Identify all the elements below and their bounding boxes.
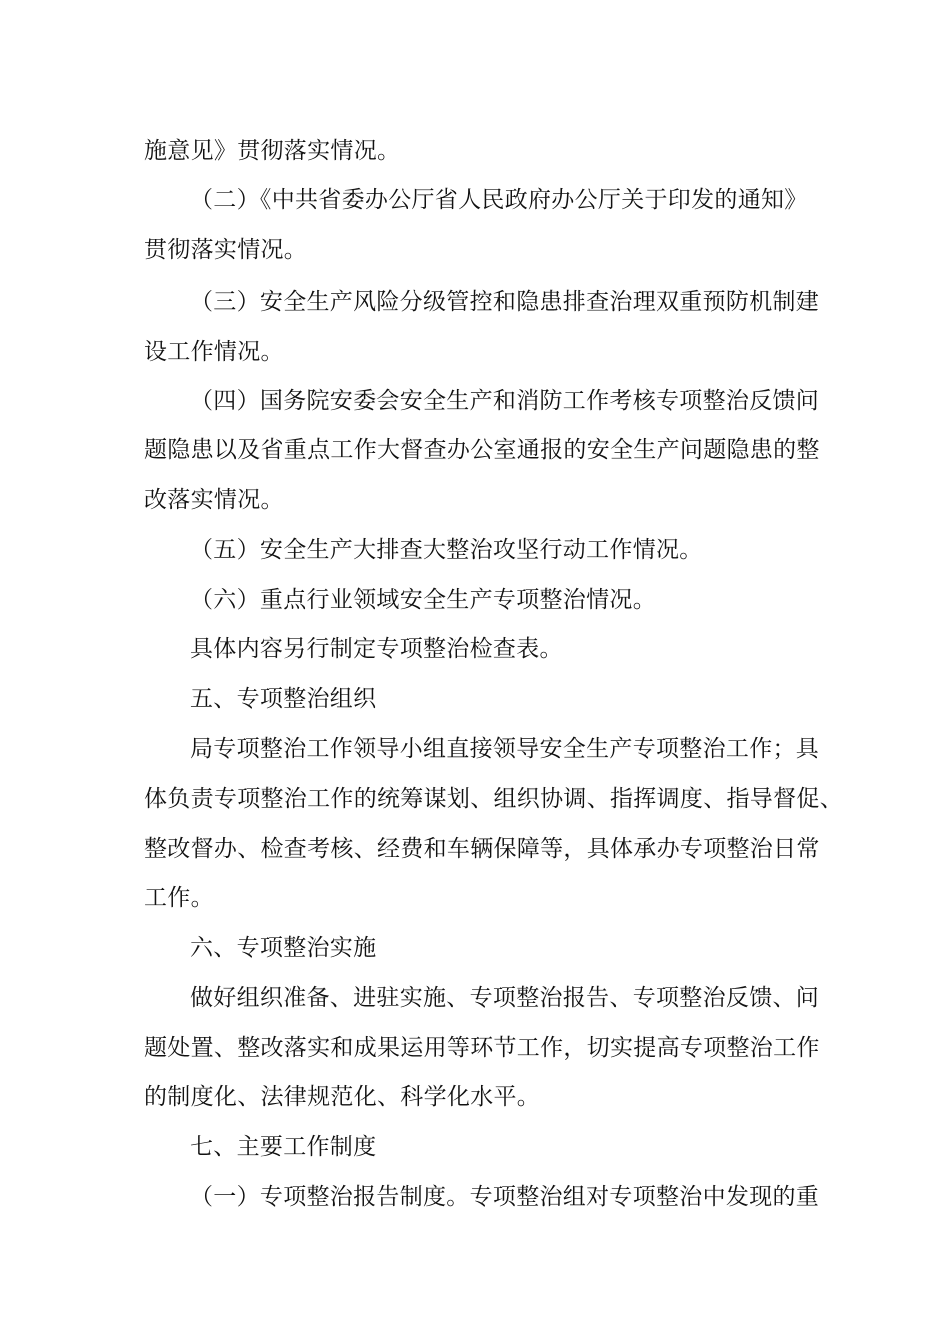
text-line-16: 工作。 — [144, 885, 214, 911]
text-line-20: 的制度化、法律规范化、科学化水平。 — [144, 1084, 541, 1110]
text-line-2: （二）《中共省委办公厅省人民政府办公厅关于印发的通知》 — [190, 187, 808, 213]
section-heading-5: 五、专项整治组织 — [190, 686, 377, 712]
text-line-1: 施意见》贯彻落实情况。 — [144, 138, 401, 164]
text-line-3: 贯彻落实情况。 — [144, 237, 308, 263]
text-line-8: 改落实情况。 — [144, 487, 284, 513]
text-line-7: 题隐患以及省重点工作大督查办公室通报的安全生产问题隐患的整 — [144, 437, 820, 463]
section-heading-7: 七、主要工作制度 — [190, 1134, 377, 1160]
text-line-9: （五）安全生产大排查大整治攻坚行动工作情况。 — [190, 537, 703, 563]
text-line-13: 局专项整治工作领导小组直接领导安全生产专项整治工作；具 — [190, 736, 820, 762]
text-line-11: 具体内容另行制定专项整治检查表。 — [190, 636, 563, 662]
text-line-5: 设工作情况。 — [144, 339, 284, 365]
text-line-19: 题处置、整改落实和成果运用等环节工作，切实提高专项整治工作 — [144, 1035, 820, 1061]
text-line-15: 整改督办、检查考核、经费和车辆保障等，具体承办专项整治日常 — [144, 836, 820, 862]
text-line-18: 做好组织准备、进驻实施、专项整治报告、专项整治反馈、问 — [190, 985, 820, 1011]
text-line-6: （四）国务院安委会安全生产和消防工作考核专项整治反馈问 — [190, 388, 820, 414]
text-line-22: （一）专项整治报告制度。专项整治组对专项整治中发现的重 — [190, 1184, 820, 1210]
text-line-4: （三）安全生产风险分级管控和隐患排查治理双重预防机制建 — [190, 289, 820, 315]
text-line-14: 体负责专项整治工作的统筹谋划、组织协调、指挥调度、指导督促、 — [144, 786, 843, 812]
text-line-10: （六）重点行业领域安全生产专项整治情况。 — [190, 587, 656, 613]
section-heading-6: 六、专项整治实施 — [190, 935, 377, 961]
